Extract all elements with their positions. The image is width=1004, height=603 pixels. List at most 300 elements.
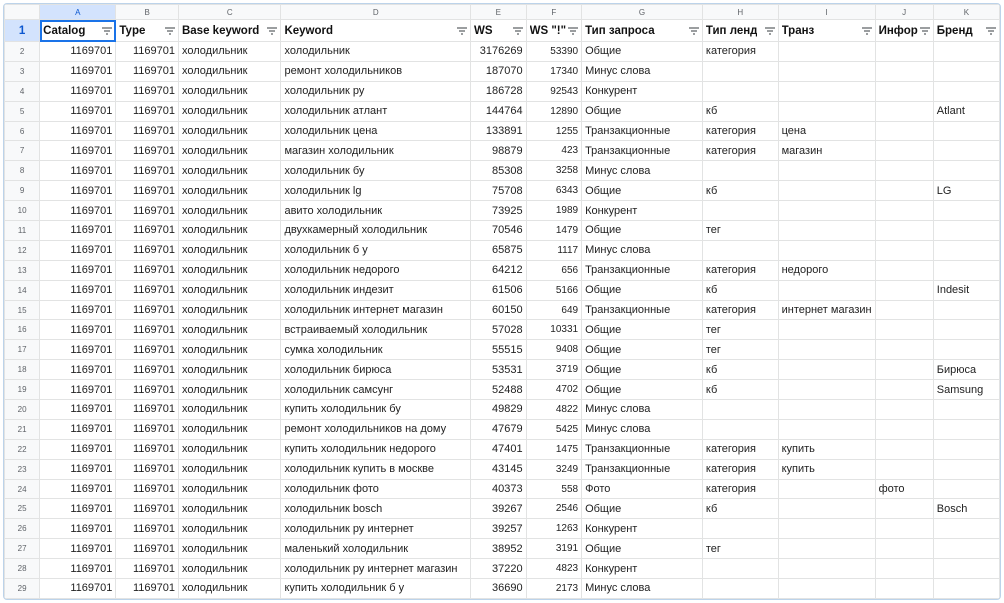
cell-brand[interactable] xyxy=(933,459,999,479)
cell-transactional[interactable] xyxy=(778,519,875,539)
cell-query-type[interactable]: Общие xyxy=(582,221,703,241)
cell-catalog[interactable]: 1169701 xyxy=(40,579,116,599)
cell-base-keyword[interactable]: холодильник xyxy=(178,579,280,599)
cell-brand[interactable] xyxy=(933,579,999,599)
cell-query-type[interactable]: Конкурент xyxy=(582,559,703,579)
cell-type[interactable]: 1169701 xyxy=(116,101,179,121)
cell-keyword[interactable]: купить холодильник бу xyxy=(281,400,471,420)
cell-brand[interactable] xyxy=(933,479,999,499)
cell-keyword[interactable]: маленький холодильник xyxy=(281,539,471,559)
cell-informational[interactable] xyxy=(875,459,933,479)
cell-query-type[interactable]: Транзакционные xyxy=(582,459,703,479)
cell-landing-type[interactable] xyxy=(702,579,778,599)
cell-brand[interactable]: Samsung xyxy=(933,380,999,400)
cell-type[interactable]: 1169701 xyxy=(116,340,179,360)
cell-query-type[interactable]: Общие xyxy=(582,101,703,121)
cell-ws-exact[interactable]: 656 xyxy=(526,260,581,280)
cell-ws-exact[interactable]: 1989 xyxy=(526,201,581,221)
cell-landing-type[interactable]: кб xyxy=(702,101,778,121)
cell-keyword[interactable]: холодильник купить в москве xyxy=(281,459,471,479)
row-number[interactable]: 9 xyxy=(5,181,40,201)
cell-query-type[interactable]: Общие xyxy=(582,280,703,300)
cell-landing-type[interactable] xyxy=(702,419,778,439)
cell-query-type[interactable]: Транзакционные xyxy=(582,121,703,141)
cell-type[interactable]: 1169701 xyxy=(116,479,179,499)
cell-ws[interactable]: 73925 xyxy=(471,201,527,221)
cell-transactional[interactable] xyxy=(778,559,875,579)
cell-catalog[interactable]: 1169701 xyxy=(40,499,116,519)
cell-keyword[interactable]: холодильник интернет магазин xyxy=(281,300,471,320)
cell-type[interactable]: 1169701 xyxy=(116,499,179,519)
row-number[interactable]: 3 xyxy=(5,61,40,81)
cell-informational[interactable] xyxy=(875,61,933,81)
cell-landing-type[interactable] xyxy=(702,559,778,579)
cell-landing-type[interactable]: категория xyxy=(702,121,778,141)
cell-transactional[interactable]: интернет магазин xyxy=(778,300,875,320)
cell-ws[interactable]: 43145 xyxy=(471,459,527,479)
cell-query-type[interactable]: Транзакционные xyxy=(582,439,703,459)
row-number[interactable]: 2 xyxy=(5,42,40,62)
cell-keyword[interactable]: холодильник ру xyxy=(281,81,471,101)
cell-brand[interactable] xyxy=(933,260,999,280)
cell-brand[interactable] xyxy=(933,42,999,62)
cell-landing-type[interactable]: категория xyxy=(702,141,778,161)
cell-keyword[interactable]: сумка холодильник xyxy=(281,340,471,360)
cell-landing-type[interactable]: категория xyxy=(702,42,778,62)
header-cell-ws-exact[interactable] xyxy=(526,20,581,42)
cell-catalog[interactable]: 1169701 xyxy=(40,479,116,499)
cell-brand[interactable]: Bosch xyxy=(933,499,999,519)
filter-icon[interactable] xyxy=(920,27,930,35)
cell-type[interactable]: 1169701 xyxy=(116,161,179,181)
header-cell-transactional[interactable] xyxy=(778,20,875,42)
cell-base-keyword[interactable]: холодильник xyxy=(178,181,280,201)
row-number[interactable]: 25 xyxy=(5,499,40,519)
row-number[interactable]: 14 xyxy=(5,280,40,300)
cell-keyword[interactable]: холодильник б у xyxy=(281,240,471,260)
cell-informational[interactable] xyxy=(875,579,933,599)
cell-transactional[interactable] xyxy=(778,400,875,420)
cell-type[interactable]: 1169701 xyxy=(116,320,179,340)
cell-keyword[interactable]: холодильник ру интернет магазин xyxy=(281,559,471,579)
cell-transactional[interactable] xyxy=(778,579,875,599)
cell-base-keyword[interactable]: холодильник xyxy=(178,240,280,260)
filter-icon[interactable] xyxy=(102,27,112,35)
cell-transactional[interactable]: магазин xyxy=(778,141,875,161)
cell-ws-exact[interactable]: 1475 xyxy=(526,439,581,459)
cell-type[interactable]: 1169701 xyxy=(116,61,179,81)
cell-informational[interactable] xyxy=(875,42,933,62)
cell-transactional[interactable] xyxy=(778,101,875,121)
cell-query-type[interactable]: Общие xyxy=(582,340,703,360)
row-number[interactable]: 27 xyxy=(5,539,40,559)
cell-transactional[interactable] xyxy=(778,499,875,519)
cell-brand[interactable] xyxy=(933,419,999,439)
cell-transactional[interactable] xyxy=(778,201,875,221)
cell-brand[interactable] xyxy=(933,81,999,101)
cell-catalog[interactable]: 1169701 xyxy=(40,260,116,280)
row-number[interactable]: 1 xyxy=(5,20,40,42)
filter-icon[interactable] xyxy=(513,27,523,35)
cell-brand[interactable] xyxy=(933,539,999,559)
cell-base-keyword[interactable]: холодильник xyxy=(178,81,280,101)
header-cell-query-type[interactable] xyxy=(582,20,703,42)
cell-base-keyword[interactable]: холодильник xyxy=(178,61,280,81)
cell-type[interactable]: 1169701 xyxy=(116,300,179,320)
cell-informational[interactable] xyxy=(875,539,933,559)
cell-brand[interactable] xyxy=(933,201,999,221)
cell-keyword[interactable]: ремонт холодильников на дому xyxy=(281,419,471,439)
header-cell-informational[interactable] xyxy=(875,20,933,42)
cell-base-keyword[interactable]: холодильник xyxy=(178,400,280,420)
cell-catalog[interactable]: 1169701 xyxy=(40,340,116,360)
cell-brand[interactable] xyxy=(933,161,999,181)
cell-keyword[interactable]: холодильник бирюса xyxy=(281,360,471,380)
cell-landing-type[interactable]: категория xyxy=(702,300,778,320)
cell-base-keyword[interactable]: холодильник xyxy=(178,479,280,499)
header-cell-landing-type[interactable] xyxy=(702,20,778,42)
cell-catalog[interactable]: 1169701 xyxy=(40,519,116,539)
cell-transactional[interactable] xyxy=(778,320,875,340)
filter-icon[interactable] xyxy=(267,27,277,35)
cell-ws-exact[interactable]: 4702 xyxy=(526,380,581,400)
cell-base-keyword[interactable]: холодильник xyxy=(178,201,280,221)
cell-brand[interactable] xyxy=(933,121,999,141)
row-number[interactable]: 26 xyxy=(5,519,40,539)
cell-informational[interactable] xyxy=(875,181,933,201)
cell-transactional[interactable] xyxy=(778,360,875,380)
cell-catalog[interactable]: 1169701 xyxy=(40,121,116,141)
cell-keyword[interactable]: холодильник недорого xyxy=(281,260,471,280)
cell-type[interactable]: 1169701 xyxy=(116,42,179,62)
cell-ws-exact[interactable]: 5166 xyxy=(526,280,581,300)
column-header-a[interactable]: A xyxy=(40,5,116,20)
cell-query-type[interactable]: Минус слова xyxy=(582,240,703,260)
cell-informational[interactable] xyxy=(875,419,933,439)
cell-informational[interactable] xyxy=(875,161,933,181)
cell-transactional[interactable] xyxy=(778,419,875,439)
cell-ws[interactable]: 38952 xyxy=(471,539,527,559)
cell-landing-type[interactable]: тег xyxy=(702,221,778,241)
cell-informational[interactable] xyxy=(875,320,933,340)
cell-query-type[interactable]: Общие xyxy=(582,320,703,340)
cell-base-keyword[interactable]: холодильник xyxy=(178,559,280,579)
cell-landing-type[interactable]: категория xyxy=(702,260,778,280)
cell-ws-exact[interactable]: 2546 xyxy=(526,499,581,519)
cell-keyword[interactable]: авито холодильник xyxy=(281,201,471,221)
cell-ws[interactable]: 36690 xyxy=(471,579,527,599)
cell-ws-exact[interactable]: 9408 xyxy=(526,340,581,360)
cell-transactional[interactable] xyxy=(778,42,875,62)
cell-base-keyword[interactable]: холодильник xyxy=(178,141,280,161)
cell-brand[interactable] xyxy=(933,240,999,260)
cell-base-keyword[interactable]: холодильник xyxy=(178,42,280,62)
row-number[interactable]: 19 xyxy=(5,380,40,400)
row-number[interactable]: 10 xyxy=(5,201,40,221)
cell-ws-exact[interactable]: 423 xyxy=(526,141,581,161)
cell-keyword[interactable]: холодильник xyxy=(281,42,471,62)
cell-landing-type[interactable]: категория xyxy=(702,479,778,499)
cell-ws[interactable]: 144764 xyxy=(471,101,527,121)
cell-query-type[interactable]: Общие xyxy=(582,499,703,519)
cell-ws[interactable]: 47679 xyxy=(471,419,527,439)
cell-ws-exact[interactable]: 3249 xyxy=(526,459,581,479)
column-header-j[interactable]: J xyxy=(875,5,933,20)
cell-ws-exact[interactable]: 649 xyxy=(526,300,581,320)
cell-ws[interactable]: 57028 xyxy=(471,320,527,340)
cell-transactional[interactable] xyxy=(778,181,875,201)
cell-catalog[interactable]: 1169701 xyxy=(40,201,116,221)
cell-brand[interactable] xyxy=(933,340,999,360)
cell-base-keyword[interactable]: холодильник xyxy=(178,260,280,280)
cell-base-keyword[interactable]: холодильник xyxy=(178,121,280,141)
cell-ws[interactable]: 39257 xyxy=(471,519,527,539)
cell-catalog[interactable]: 1169701 xyxy=(40,280,116,300)
cell-ws-exact[interactable]: 2173 xyxy=(526,579,581,599)
cell-transactional[interactable] xyxy=(778,61,875,81)
row-number[interactable]: 15 xyxy=(5,300,40,320)
cell-keyword[interactable]: холодильник фото xyxy=(281,479,471,499)
cell-query-type[interactable]: Транзакционные xyxy=(582,300,703,320)
row-number[interactable]: 6 xyxy=(5,121,40,141)
cell-ws[interactable]: 133891 xyxy=(471,121,527,141)
cell-brand[interactable] xyxy=(933,221,999,241)
cell-type[interactable]: 1169701 xyxy=(116,439,179,459)
cell-informational[interactable] xyxy=(875,380,933,400)
filter-icon[interactable] xyxy=(986,27,996,35)
cell-transactional[interactable] xyxy=(778,479,875,499)
cell-brand[interactable]: LG xyxy=(933,181,999,201)
row-number[interactable]: 13 xyxy=(5,260,40,280)
filter-icon[interactable] xyxy=(689,27,699,35)
cell-query-type[interactable]: Конкурент xyxy=(582,519,703,539)
cell-landing-type[interactable]: тег xyxy=(702,539,778,559)
cell-catalog[interactable]: 1169701 xyxy=(40,181,116,201)
cell-keyword[interactable]: холодильник цена xyxy=(281,121,471,141)
cell-query-type[interactable]: Общие xyxy=(582,380,703,400)
cell-keyword[interactable]: холодильник lg xyxy=(281,181,471,201)
column-header-d[interactable]: D xyxy=(281,5,471,20)
cell-brand[interactable] xyxy=(933,519,999,539)
cell-type[interactable]: 1169701 xyxy=(116,121,179,141)
cell-keyword[interactable]: магазин холодильник xyxy=(281,141,471,161)
row-number[interactable]: 18 xyxy=(5,360,40,380)
header-cell-ws[interactable] xyxy=(471,20,527,42)
cell-type[interactable]: 1169701 xyxy=(116,201,179,221)
cell-keyword[interactable]: купить холодильник б у xyxy=(281,579,471,599)
filter-icon[interactable] xyxy=(765,27,775,35)
row-number[interactable]: 5 xyxy=(5,101,40,121)
cell-base-keyword[interactable]: холодильник xyxy=(178,161,280,181)
column-header-i[interactable]: I xyxy=(778,5,875,20)
cell-keyword[interactable]: холодильник атлант xyxy=(281,101,471,121)
filter-icon[interactable] xyxy=(862,27,872,35)
cell-catalog[interactable]: 1169701 xyxy=(40,42,116,62)
row-number[interactable]: 29 xyxy=(5,579,40,599)
cell-landing-type[interactable]: кб xyxy=(702,360,778,380)
cell-type[interactable]: 1169701 xyxy=(116,360,179,380)
cell-type[interactable]: 1169701 xyxy=(116,141,179,161)
column-header-e[interactable]: E xyxy=(471,5,527,20)
cell-base-keyword[interactable]: холодильник xyxy=(178,320,280,340)
cell-ws-exact[interactable]: 53390 xyxy=(526,42,581,62)
cell-ws[interactable]: 47401 xyxy=(471,439,527,459)
cell-ws[interactable]: 55515 xyxy=(471,340,527,360)
cell-ws[interactable]: 98879 xyxy=(471,141,527,161)
cell-ws-exact[interactable]: 10331 xyxy=(526,320,581,340)
cell-landing-type[interactable] xyxy=(702,61,778,81)
cell-catalog[interactable]: 1169701 xyxy=(40,419,116,439)
cell-landing-type[interactable] xyxy=(702,240,778,260)
cell-ws-exact[interactable]: 3258 xyxy=(526,161,581,181)
cell-query-type[interactable]: Минус слова xyxy=(582,161,703,181)
column-header-g[interactable]: G xyxy=(582,5,703,20)
cell-keyword[interactable]: холодильник индезит xyxy=(281,280,471,300)
cell-query-type[interactable]: Минус слова xyxy=(582,400,703,420)
row-number[interactable]: 23 xyxy=(5,459,40,479)
row-number[interactable]: 7 xyxy=(5,141,40,161)
cell-ws[interactable]: 37220 xyxy=(471,559,527,579)
header-cell-brand[interactable] xyxy=(933,20,999,42)
cell-base-keyword[interactable]: холодильник xyxy=(178,519,280,539)
cell-transactional[interactable] xyxy=(778,81,875,101)
cell-base-keyword[interactable]: холодильник xyxy=(178,221,280,241)
cell-query-type[interactable]: Транзакционные xyxy=(582,260,703,280)
cell-query-type[interactable]: Транзакционные xyxy=(582,141,703,161)
cell-informational[interactable] xyxy=(875,300,933,320)
cell-catalog[interactable]: 1169701 xyxy=(40,101,116,121)
cell-transactional[interactable]: недорого xyxy=(778,260,875,280)
cell-ws[interactable]: 53531 xyxy=(471,360,527,380)
cell-type[interactable]: 1169701 xyxy=(116,459,179,479)
row-number[interactable]: 28 xyxy=(5,559,40,579)
cell-type[interactable]: 1169701 xyxy=(116,519,179,539)
cell-catalog[interactable]: 1169701 xyxy=(40,400,116,420)
column-header-k[interactable]: K xyxy=(933,5,999,20)
column-header-b[interactable]: B xyxy=(116,5,179,20)
row-number[interactable]: 8 xyxy=(5,161,40,181)
cell-base-keyword[interactable]: холодильник xyxy=(178,280,280,300)
cell-ws-exact[interactable]: 558 xyxy=(526,479,581,499)
cell-ws[interactable]: 3176269 xyxy=(471,42,527,62)
row-number[interactable]: 17 xyxy=(5,340,40,360)
cell-type[interactable]: 1169701 xyxy=(116,181,179,201)
cell-keyword[interactable]: холодильник bosch xyxy=(281,499,471,519)
cell-brand[interactable] xyxy=(933,61,999,81)
cell-landing-type[interactable]: кб xyxy=(702,181,778,201)
cell-keyword[interactable]: купить холодильник недорого xyxy=(281,439,471,459)
cell-ws[interactable]: 49829 xyxy=(471,400,527,420)
row-number[interactable]: 22 xyxy=(5,439,40,459)
cell-informational[interactable] xyxy=(875,360,933,380)
row-number[interactable]: 20 xyxy=(5,400,40,420)
cell-ws[interactable]: 70546 xyxy=(471,221,527,241)
cell-query-type[interactable]: Минус слова xyxy=(582,419,703,439)
cell-brand[interactable]: Бирюса xyxy=(933,360,999,380)
row-number[interactable]: 4 xyxy=(5,81,40,101)
row-number[interactable]: 24 xyxy=(5,479,40,499)
cell-informational[interactable] xyxy=(875,81,933,101)
row-number[interactable]: 12 xyxy=(5,240,40,260)
filter-icon[interactable] xyxy=(457,27,467,35)
cell-ws[interactable]: 39267 xyxy=(471,499,527,519)
cell-keyword[interactable]: холодильник ру интернет xyxy=(281,519,471,539)
cell-transactional[interactable] xyxy=(778,161,875,181)
cell-brand[interactable] xyxy=(933,559,999,579)
column-header-f[interactable]: F xyxy=(526,5,581,20)
cell-landing-type[interactable]: кб xyxy=(702,280,778,300)
cell-catalog[interactable]: 1169701 xyxy=(40,360,116,380)
cell-landing-type[interactable] xyxy=(702,161,778,181)
cell-keyword[interactable]: двухкамерный холодильник xyxy=(281,221,471,241)
cell-catalog[interactable]: 1169701 xyxy=(40,221,116,241)
cell-query-type[interactable]: Общие xyxy=(582,539,703,559)
cell-ws-exact[interactable]: 1117 xyxy=(526,240,581,260)
cell-base-keyword[interactable]: холодильник xyxy=(178,101,280,121)
cell-base-keyword[interactable]: холодильник xyxy=(178,459,280,479)
cell-type[interactable]: 1169701 xyxy=(116,280,179,300)
cell-landing-type[interactable] xyxy=(702,81,778,101)
cell-query-type[interactable]: Общие xyxy=(582,360,703,380)
cell-base-keyword[interactable]: холодильник xyxy=(178,499,280,519)
cell-base-keyword[interactable]: холодильник xyxy=(178,539,280,559)
row-number[interactable]: 16 xyxy=(5,320,40,340)
cell-landing-type[interactable] xyxy=(702,519,778,539)
cell-base-keyword[interactable]: холодильник xyxy=(178,300,280,320)
cell-ws-exact[interactable]: 5425 xyxy=(526,419,581,439)
cell-query-type[interactable]: Общие xyxy=(582,181,703,201)
cell-ws[interactable]: 65875 xyxy=(471,240,527,260)
select-all-corner[interactable] xyxy=(5,5,40,20)
cell-ws-exact[interactable]: 1479 xyxy=(526,221,581,241)
cell-transactional[interactable] xyxy=(778,380,875,400)
cell-type[interactable]: 1169701 xyxy=(116,539,179,559)
cell-catalog[interactable]: 1169701 xyxy=(40,380,116,400)
cell-informational[interactable] xyxy=(875,101,933,121)
cell-brand[interactable] xyxy=(933,400,999,420)
cell-type[interactable]: 1169701 xyxy=(116,260,179,280)
cell-ws[interactable]: 40373 xyxy=(471,479,527,499)
cell-informational[interactable] xyxy=(875,121,933,141)
cell-transactional[interactable] xyxy=(778,221,875,241)
cell-ws-exact[interactable]: 92543 xyxy=(526,81,581,101)
cell-base-keyword[interactable]: холодильник xyxy=(178,360,280,380)
cell-brand[interactable] xyxy=(933,300,999,320)
cell-ws-exact[interactable]: 6343 xyxy=(526,181,581,201)
cell-landing-type[interactable] xyxy=(702,400,778,420)
cell-ws[interactable]: 64212 xyxy=(471,260,527,280)
cell-ws-exact[interactable]: 17340 xyxy=(526,61,581,81)
cell-keyword[interactable]: холодильник самсунг xyxy=(281,380,471,400)
cell-catalog[interactable]: 1169701 xyxy=(40,539,116,559)
cell-ws[interactable]: 60150 xyxy=(471,300,527,320)
cell-transactional[interactable]: купить xyxy=(778,459,875,479)
cell-catalog[interactable]: 1169701 xyxy=(40,240,116,260)
cell-ws-exact[interactable]: 4822 xyxy=(526,400,581,420)
filter-icon[interactable] xyxy=(568,27,578,35)
cell-catalog[interactable]: 1169701 xyxy=(40,559,116,579)
cell-ws[interactable]: 61506 xyxy=(471,280,527,300)
cell-landing-type[interactable]: тег xyxy=(702,340,778,360)
cell-base-keyword[interactable]: холодильник xyxy=(178,419,280,439)
cell-informational[interactable] xyxy=(875,201,933,221)
cell-transactional[interactable] xyxy=(778,280,875,300)
cell-base-keyword[interactable]: холодильник xyxy=(178,380,280,400)
cell-informational[interactable] xyxy=(875,280,933,300)
cell-transactional[interactable] xyxy=(778,539,875,559)
cell-brand[interactable]: Indesit xyxy=(933,280,999,300)
header-cell-base-keyword[interactable] xyxy=(178,20,280,42)
